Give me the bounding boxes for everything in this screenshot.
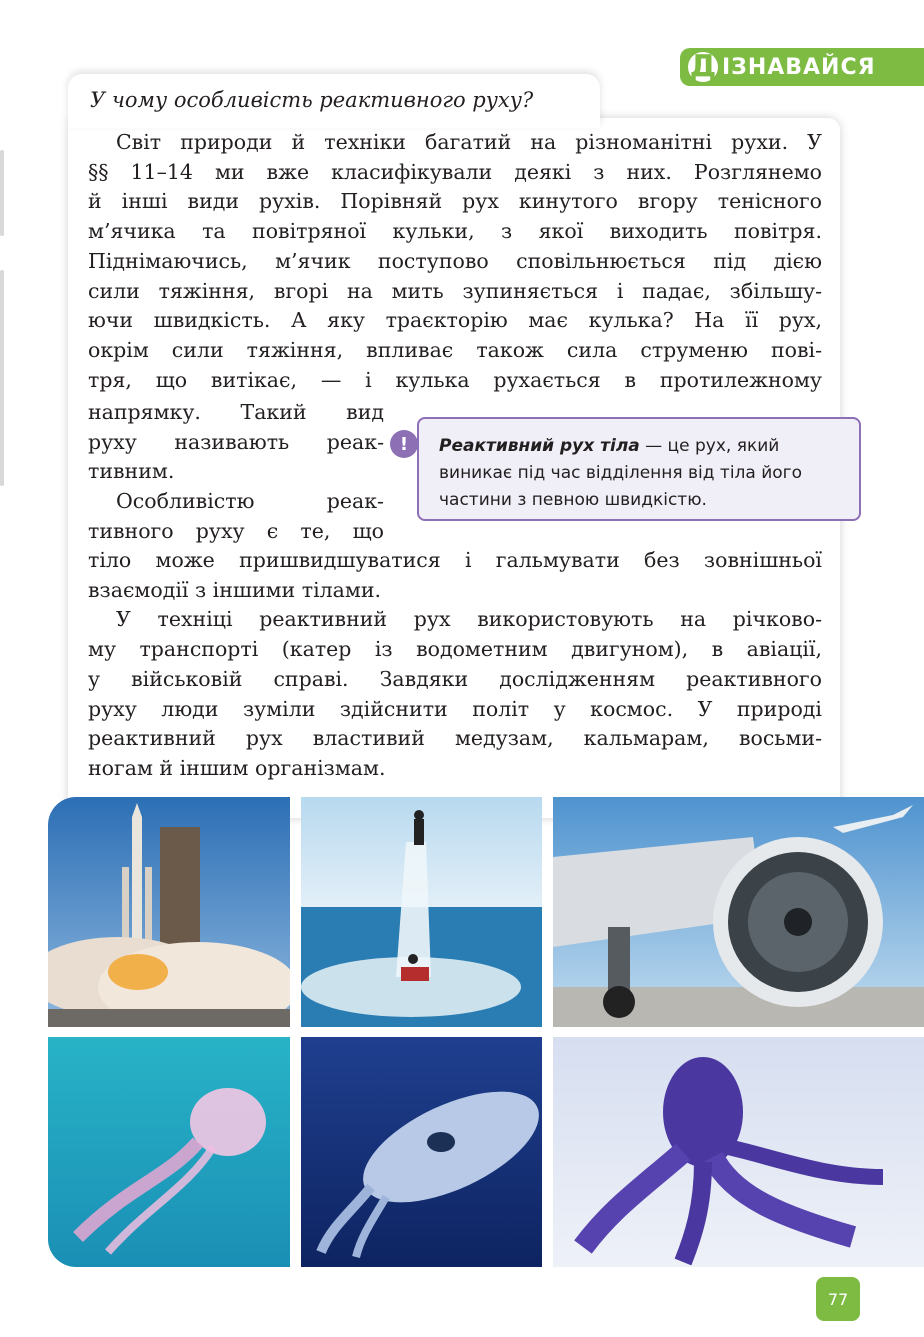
octopus-photo [553,1037,924,1267]
section-question: У чому особливість реактивного руху? [90,88,534,112]
jet-engine-photo [553,797,924,1027]
text-line: тивного руху є те, що [88,518,384,543]
text-line: Піднімаючись, м’ячик поступово сповільнюється під дією [88,248,822,273]
flyboard-photo [301,797,542,1027]
cuttlefish-photo [301,1037,542,1267]
paragraph-narrow [88,398,384,547]
jellyfish-photo [48,1037,290,1267]
badge-text: ІЗНАВАЙСЯ [722,54,876,80]
badge-first-letter: Д [689,49,717,84]
page-number: 77 [816,1277,860,1321]
text-line: тіло може пришвидшуватися і гальмувати без зовнішньої [88,548,822,572]
definition-box [417,417,861,521]
text-line: му транспорті (катер із водометним двигуном), в авіації, [88,637,822,662]
definition-term: Реактивний рух тіла [439,436,640,456]
paragraph-applications [88,546,822,784]
learn-badge [680,48,924,86]
text-line: руху люди зуміли здійснити політ у космос. У природі [88,696,822,721]
text-line: реактивний рух властивий медузам, кальмарам, восьми- [88,726,822,751]
text-line: взаємодії з іншими тілами. [88,577,381,602]
paragraph-intro [88,128,822,395]
text-line: у військовій справі. Завдяки дослідженням реактивного [88,666,822,691]
text-line: напрямку. Такий вид [88,400,384,424]
text-line: тивним. [88,459,175,484]
text-line: руху називають реак- [88,429,384,454]
text-line: §§ 11–14 ми вже класифікували деякі з них. Розглянемо [88,159,822,184]
text-line: тря, що витікає, — і кулька рухається в протилежному [88,367,822,392]
text-line: окрім сили тяжіння, впливає також сила струменю пові- [88,337,822,362]
text-line: й інші види рухів. Порівняй рух кинутого вгору тенісного [88,189,822,214]
text-line: сили тяжіння, вгорі на мить зупиняється і падає, збільшу- [88,278,822,303]
text-line: м’ячика та повітряної кульки, з якої виходить повітря. [88,219,822,244]
rocket-launch-photo [48,797,290,1027]
text-line: ючи швидкість. А яку траєкторію має кулька? На її рух, [88,308,822,333]
text-line: ногам й іншим організмам. [88,755,386,780]
definition-text: — це рух, який виникає під час відділення від тіла його частини з певною швидкістю. [439,436,803,510]
text-line: У техніці реактивний рух використовують на річково- [116,607,822,632]
side-decoration [0,150,6,490]
text-line: Особливістю реак- [116,489,384,514]
text-line: Світ природи й техніки багатий на різноманітні рухи. У [116,130,822,154]
photo-collage [48,797,924,1267]
exclamation-icon: ! [390,430,418,458]
